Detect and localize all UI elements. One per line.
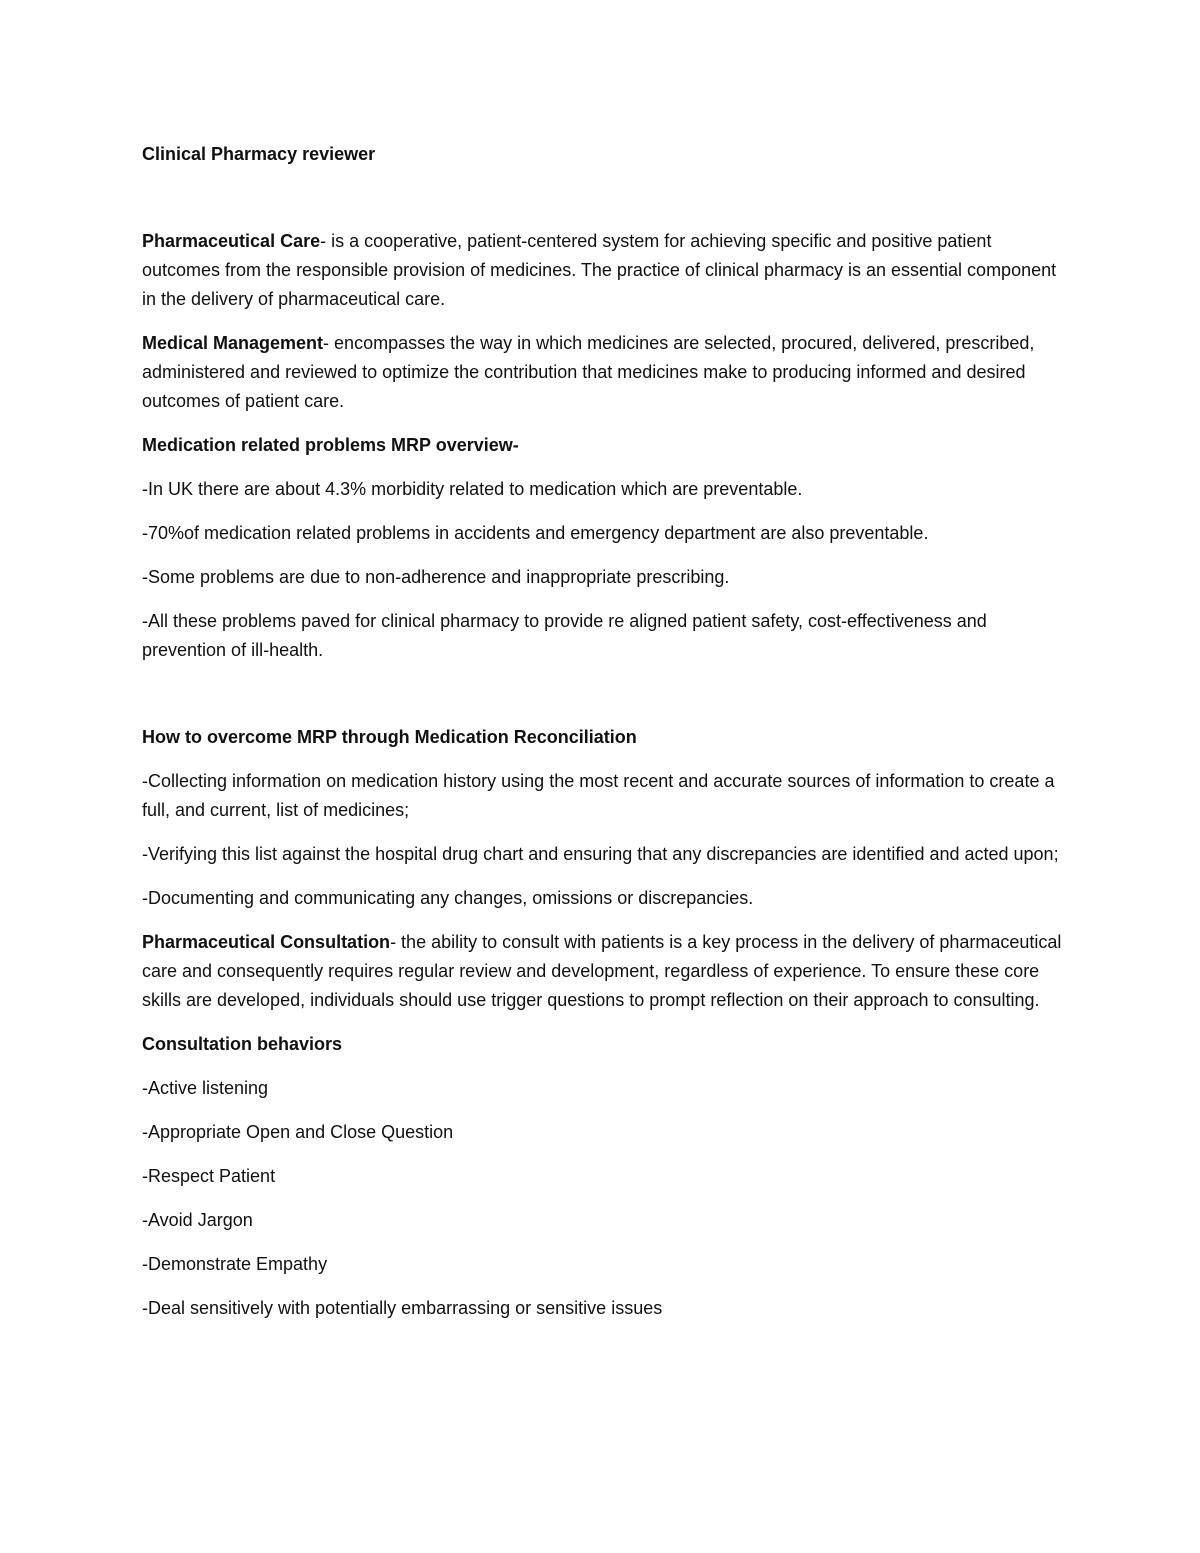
mrp-overview-item: -70%of medication related problems in accidents and emergency department are also preventable. — [142, 523, 929, 543]
mrp-overview-heading: Medication related problems MRP overview- — [142, 435, 519, 455]
consultation-behavior-item: -Appropriate Open and Close Question — [142, 1122, 454, 1142]
consultation-behavior-item: -Demonstrate Empathy — [142, 1254, 328, 1274]
pharmaceutical-care-paragraph — [142, 227, 1062, 314]
reconciliation-heading: How to overcome MRP through Medication Reconciliation — [142, 727, 637, 747]
consultation-behavior-item: -Avoid Jargon — [142, 1210, 253, 1230]
mrp-overview-item: -All these problems paved for clinical pharmacy to provide re aligned patient safety, cost-effectiveness and prevention of ill-health. — [142, 611, 987, 660]
pharmaceutical-consultation-definition: - the ability to consult with patients is a key process in the delivery of pharmaceutical care and consequently requires regular review and development, regardless of experience. To ensure these core skills are developed, individuals should use trigger questions to prompt reflection on their approach to consulting. — [142, 932, 1062, 1010]
consultation-behaviors-heading: Consultation behaviors — [142, 1034, 343, 1054]
document-title: Clinical Pharmacy reviewer — [142, 144, 376, 164]
reconciliation-item: -Documenting and communicating any changes, omissions or discrepancies. — [142, 888, 754, 908]
mrp-overview-item: -In UK there are about 4.3% morbidity related to medication which are preventable. — [142, 479, 803, 499]
pharmaceutical-care-term: Pharmaceutical Care — [142, 231, 321, 251]
reconciliation-item: -Collecting information on medication history using the most recent and accurate sources of information to create a full, and current, list of medicines; — [142, 771, 1055, 820]
medical-management-definition: - encompasses the way in which medicines are selected, procured, delivered, prescribed, administered and reviewed to optimize the contribution that medicines make to producing informed and desired outcomes of patient care. — [142, 333, 1035, 411]
document-content — [142, 140, 1062, 1338]
consultation-behavior-item: -Active listening — [142, 1078, 269, 1098]
mrp-overview-item: -Some problems are due to non-adherence and inappropriate prescribing. — [142, 567, 730, 587]
pharmaceutical-care-definition: - is a cooperative, patient-centered system for achieving specific and positive patient outcomes from the responsible provision of medicines. The practice of clinical pharmacy is an essential component in the delivery of pharmaceutical care. — [142, 231, 1057, 309]
consultation-behavior-item: -Respect Patient — [142, 1166, 276, 1186]
pharmaceutical-consultation-term: Pharmaceutical Consultation — [142, 932, 391, 952]
medical-management-paragraph — [142, 329, 1062, 416]
reconciliation-item: -Verifying this list against the hospital drug chart and ensuring that any discrepancies are identified and acted upon; — [142, 844, 1059, 864]
pharmaceutical-consultation-paragraph — [142, 928, 1062, 1015]
consultation-behavior-item: -Deal sensitively with potentially embarrassing or sensitive issues — [142, 1298, 663, 1318]
medical-management-term: Medical Management — [142, 333, 324, 353]
